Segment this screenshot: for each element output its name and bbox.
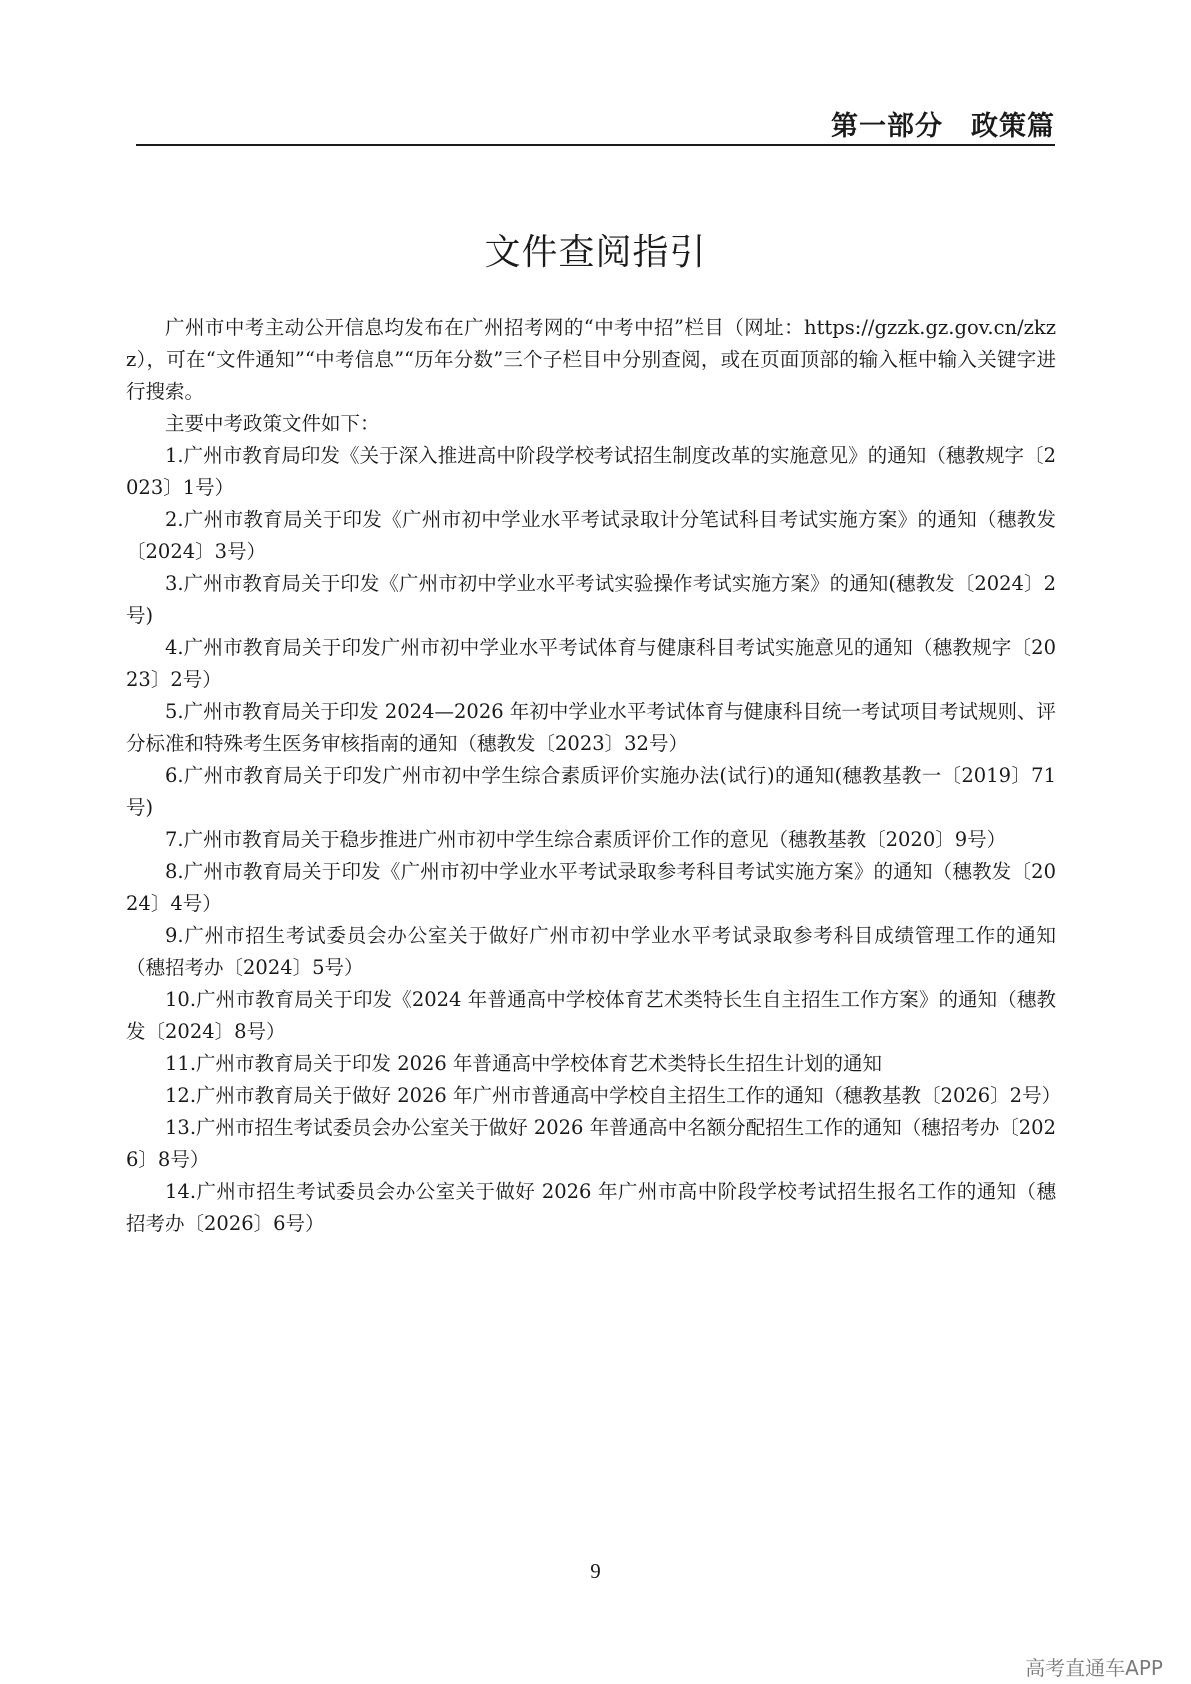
list-item-4: 4.广州市教育局关于印发广州市初中学业水平考试体育与健康科目考试实施意见的通知（穗教规字〔2023〕2号） — [126, 636, 1056, 691]
list-item-5: 5.广州市教育局关于印发 2024—2026 年初中学业水平考试体育与健康科目统一考试项目考试规则、评分标准和特殊考生医务审核指南的通知（穗教发〔2023〕32号） — [126, 700, 1056, 755]
document-body — [126, 312, 1062, 1240]
list-item-10: 10.广州市教育局关于印发《2024 年普通高中学校体育艺术类特长生自主招生工作方案》的通知（穗教发〔2024〕8号） — [126, 988, 1056, 1043]
list-item-7: 7.广州市教育局关于稳步推进广州市初中学生综合素质评价工作的意见（穗教基教〔2020〕9号） — [165, 828, 1007, 851]
watermark: 高考直通车APP — [1025, 1656, 1163, 1680]
list-intro: 主要中考政策文件如下： — [165, 412, 380, 435]
header-divider — [136, 144, 1055, 146]
list-item-8: 8.广州市教育局关于印发《广州市初中学业水平考试录取参考科目考试实施方案》的通知（穗教发〔2024〕4号） — [126, 860, 1056, 915]
list-item-9: 9.广州市招生考试委员会办公室关于做好广州市初中学业水平考试录取参考科目成绩管理工作的通知（穗招考办〔2024〕5号） — [126, 924, 1056, 979]
list-item-2: 2.广州市教育局关于印发《广州市初中学业水平考试录取计分笔试科目考试实施方案》的通知（穗教发〔2024〕3号） — [126, 508, 1056, 563]
section-header: 第一部分 政策篇 — [831, 111, 1055, 142]
page-number: 9 — [590, 1559, 601, 1583]
list-item-1: 1.广州市教育局印发《关于深入推进高中阶段学校考试招生制度改革的实施意见》的通知（穗教规字〔2023〕1号） — [126, 444, 1056, 499]
page-title: 文件查阅指引 — [484, 232, 707, 273]
list-item-6: 6.广州市教育局关于印发广州市初中学生综合素质评价实施办法(试行)的通知(穗教基教一〔2019〕71号) — [126, 764, 1056, 819]
list-item-13: 13.广州市招生考试委员会办公室关于做好 2026 年普通高中名额分配招生工作的通知（穗招考办〔2026〕8号） — [126, 1116, 1056, 1171]
list-item-11: 11.广州市教育局关于印发 2026 年普通高中学校体育艺术类特长生招生计划的通知 — [165, 1052, 883, 1075]
list-item-12: 12.广州市教育局关于做好 2026 年广州市普通高中学校自主招生工作的通知（穗教基教〔2026〕2号） — [165, 1084, 1062, 1107]
intro-paragraph: 广州市中考主动公开信息均发布在广州招考网的“中考中招”栏目（网址：https://gzzk.gz.gov.cn/zkzz），可在“文件通知”“中考信息”“历年分数”三个子栏目中分别查阅，或在页面顶部的输入框中输入关键字进行搜索。 — [126, 316, 1056, 403]
list-item-14: 14.广州市招生考试委员会办公室关于做好 2026 年广州市高中阶段学校考试招生报名工作的通知（穗招考办〔2026〕6号） — [126, 1180, 1056, 1235]
list-item-3: 3.广州市教育局关于印发《广州市初中学业水平考试实验操作考试实施方案》的通知(穗教发〔2024〕2号) — [126, 572, 1056, 627]
